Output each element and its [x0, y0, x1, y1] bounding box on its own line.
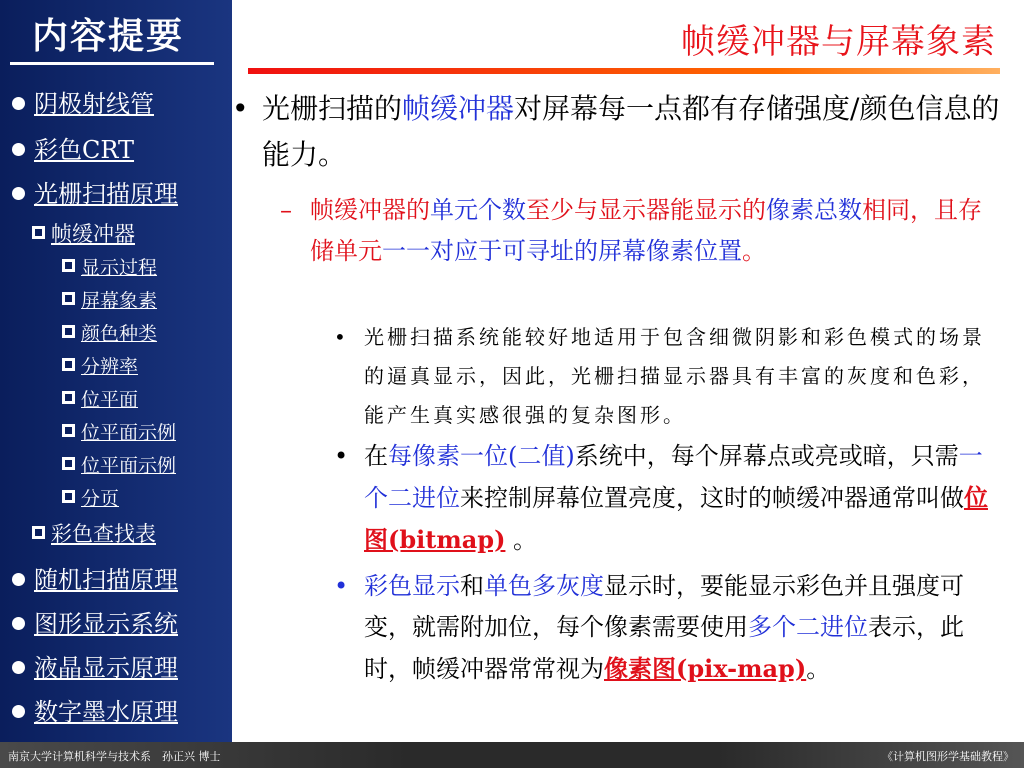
nav-label: 光栅扫描原理	[34, 180, 178, 208]
footer-book-title: 《计算机图形学基础教程》	[882, 750, 1014, 763]
nav-label: 图形显示系统	[34, 610, 178, 638]
text: 。	[742, 237, 766, 265]
square-bullet-icon	[62, 391, 75, 404]
footer-author: 南京大学计算机科学与技术系 孙正兴 博士	[8, 750, 221, 763]
bullet-marker: •	[334, 442, 349, 470]
slide-title: 帧缓冲器与屏幕象素	[681, 22, 996, 62]
text: 对屏幕每一点都有存储强度/颜色信息的能力。	[262, 92, 1000, 171]
text: 。	[505, 526, 538, 554]
nav-item-raster-scan[interactable]	[12, 174, 178, 209]
square-bullet-icon	[62, 490, 75, 503]
bullet-marker: •	[232, 92, 249, 125]
square-bullet-icon	[32, 226, 45, 239]
square-bullet-icon	[62, 325, 75, 338]
emphasis-text: 一一对应于	[382, 237, 502, 265]
square-bullet-icon	[62, 292, 75, 305]
nav-item-crt[interactable]	[12, 84, 154, 119]
nav-label: 位平面示例	[81, 455, 177, 477]
nav-item-resolution[interactable]	[62, 352, 138, 379]
text: 光栅扫描系统能较好地适用于包含细微阴影和彩色模式的场景的逼真显示，因此，光栅扫描显示器具有丰富的灰度和色彩，能产生真实感很强的复杂图形。	[364, 325, 985, 427]
bullet-icon	[12, 187, 25, 200]
nav-label: 屏幕象素	[81, 290, 158, 312]
text: 相同，且存储单元	[310, 196, 982, 265]
emphasis-text: 每像素一位(二值)	[388, 442, 575, 470]
nav-label: 位平面	[81, 389, 139, 411]
emphasis-text: 多个二进位	[748, 613, 868, 641]
bullet-icon	[12, 617, 25, 630]
emphasis-text: 单色多灰度	[484, 572, 604, 600]
emphasis-text: 位图(bitmap)	[364, 483, 988, 554]
square-bullet-icon	[62, 259, 75, 272]
nav-item-color-lookup[interactable]	[32, 518, 156, 548]
nav-item-display-process[interactable]	[62, 253, 157, 280]
main-bullet	[232, 86, 1002, 178]
text: 系统中，每个屏幕点或亮或暗，只需	[574, 442, 959, 470]
nav-label: 帧缓冲器	[51, 222, 135, 246]
bullet-icon	[12, 573, 25, 586]
emphasis-text: 像素图(pix-map)	[604, 654, 807, 683]
dash-marker: –	[280, 196, 292, 224]
sidebar	[0, 0, 232, 742]
text: 在	[364, 442, 388, 470]
text: 。	[806, 655, 831, 683]
text: 显示时，要能显示彩色并且强度可变，就需附加位，每个像素需要使用	[364, 572, 964, 641]
nav-item-digital-ink[interactable]	[12, 692, 178, 727]
text: 来控制屏幕位置亮度，这时的帧缓冲器通常叫做	[460, 484, 964, 512]
nav-item-color-crt[interactable]	[12, 130, 134, 165]
nav-item-lcd[interactable]	[12, 648, 178, 683]
bullet-marker: •	[334, 325, 349, 349]
sub-bullet	[280, 190, 1000, 272]
square-bullet-icon	[62, 358, 75, 371]
nav-label: 阴极射线管	[34, 90, 154, 118]
bullet-marker: •	[334, 572, 349, 600]
nav-label: 分页	[81, 488, 120, 510]
title-underline	[248, 68, 1000, 74]
sidebar-title: 内容提要	[32, 16, 185, 57]
nav-label: 随机扫描原理	[34, 566, 178, 594]
nav-label: 数字墨水原理	[34, 698, 178, 726]
square-bullet-icon	[32, 526, 45, 539]
emphasis-text: 可寻址的屏幕像素位置	[502, 237, 742, 265]
square-bullet-icon	[62, 424, 75, 437]
nav-label: 分辨率	[81, 356, 139, 378]
nav-label: 彩色查找表	[51, 522, 156, 546]
emphasis-text: 彩色显示	[364, 572, 460, 600]
nav-label: 颜色种类	[81, 323, 158, 345]
nav-label: 位平面示例	[81, 422, 177, 444]
nav-item-bit-plane[interactable]	[62, 385, 138, 412]
footer-bar	[0, 742, 1024, 768]
text: 光栅扫描的	[262, 92, 403, 125]
text: 帧缓冲器的	[310, 196, 430, 224]
sidebar-divider	[10, 62, 214, 65]
nav-item-bit-plane-example-1[interactable]	[62, 418, 176, 445]
text: 至少与显示器能显示的	[526, 196, 766, 224]
nav-item-screen-pixel[interactable]	[62, 286, 157, 313]
nav-item-frame-buffer[interactable]	[32, 218, 135, 248]
nav-label: 显示过程	[81, 257, 158, 279]
emphasis-text: 单元个数	[430, 196, 526, 224]
bullet-icon	[12, 97, 25, 110]
bullet-icon	[12, 143, 25, 156]
emphasis-text: 帧缓冲器	[402, 92, 515, 125]
bullet-icon	[12, 705, 25, 718]
emphasis-text: 像素总数	[766, 196, 862, 224]
detail-bullet	[334, 566, 1000, 690]
bullet-icon	[12, 661, 25, 674]
emphasis-text: 一个二进位	[364, 442, 983, 512]
nav-item-color-types[interactable]	[62, 319, 157, 346]
square-bullet-icon	[62, 457, 75, 470]
text: 表示，此时，帧缓冲器常常视为	[364, 613, 964, 683]
detail-bullet	[334, 318, 1000, 435]
nav-item-paging[interactable]	[62, 484, 119, 511]
nav-item-bit-plane-example-2[interactable]	[62, 451, 176, 478]
text: 和	[460, 572, 484, 600]
nav-item-random-scan[interactable]	[12, 560, 178, 595]
nav-item-graphics-display[interactable]	[12, 604, 178, 639]
nav-label: 彩色CRT	[34, 136, 135, 164]
detail-bullet	[334, 436, 1000, 561]
nav-label: 液晶显示原理	[34, 654, 178, 682]
